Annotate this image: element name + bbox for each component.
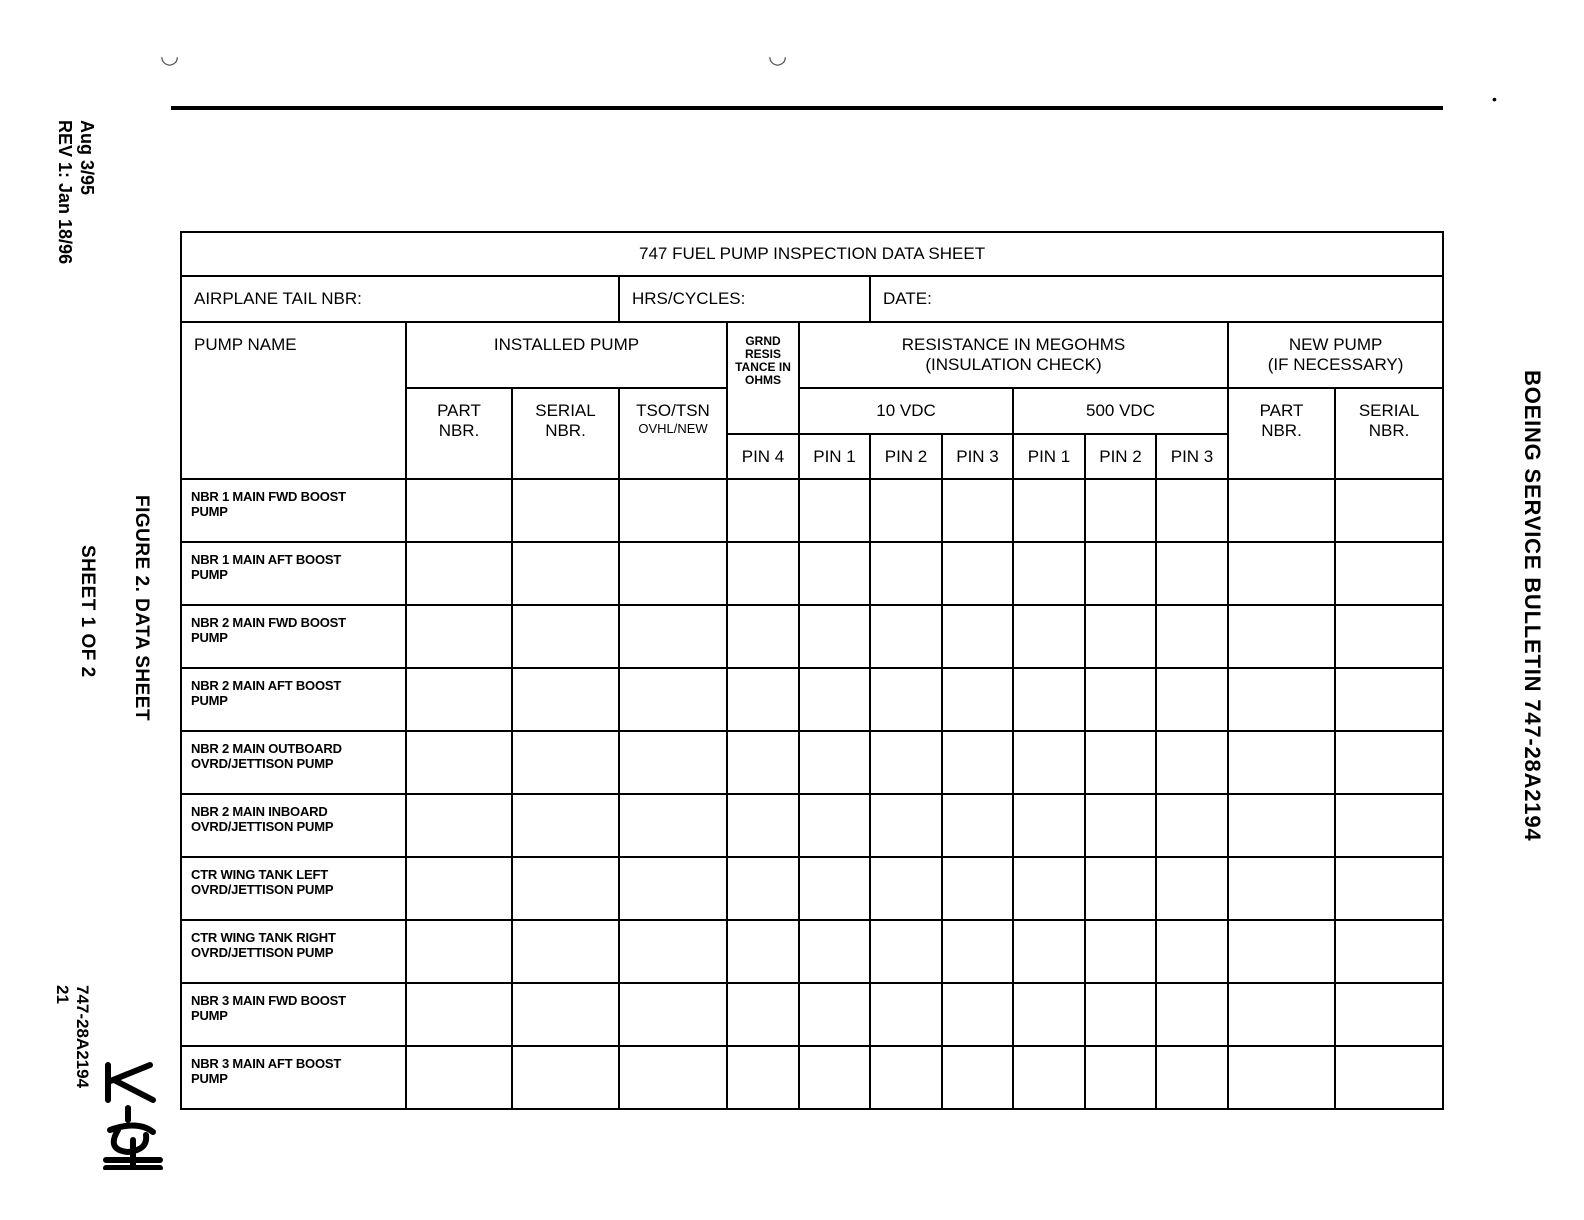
entry-cell[interactable] xyxy=(1228,920,1335,983)
hrs-cycles-field[interactable]: HRS/CYCLES: xyxy=(619,276,870,322)
pump-name-line-2: OVRD/JETTISON PUMP xyxy=(191,756,334,771)
handwritten-initials xyxy=(98,1060,168,1170)
pump-name-cell xyxy=(181,920,406,983)
sheet-label: SHEET 1 OF 2 xyxy=(77,545,98,678)
part-label: PART xyxy=(1259,401,1304,420)
entry-cell[interactable] xyxy=(1228,857,1335,920)
entry-cell[interactable] xyxy=(512,983,619,1046)
entry-cell[interactable] xyxy=(512,1046,619,1109)
entry-cell[interactable] xyxy=(799,983,870,1046)
table-row xyxy=(181,731,1443,794)
entry-cell[interactable] xyxy=(799,542,870,605)
entry-cell[interactable] xyxy=(1335,794,1443,857)
entry-cell[interactable] xyxy=(1085,479,1156,542)
ovhl-new-label: OVHL/NEW xyxy=(638,421,708,436)
entry-cell[interactable] xyxy=(1335,920,1443,983)
entry-cell[interactable] xyxy=(1013,983,1085,1046)
entry-cell[interactable] xyxy=(512,542,619,605)
entry-cell[interactable] xyxy=(870,542,942,605)
entry-cell[interactable] xyxy=(1156,983,1228,1046)
pump-name-line-2: OVRD/JETTISON PUMP xyxy=(191,819,334,834)
entry-cell[interactable] xyxy=(727,920,799,983)
entry-cell[interactable] xyxy=(942,668,1013,731)
entry-cell[interactable] xyxy=(1228,1046,1335,1109)
entry-cell[interactable] xyxy=(1228,794,1335,857)
table-row xyxy=(181,668,1443,731)
pump-name-line-1: NBR 2 MAIN INBOARD xyxy=(191,804,328,819)
nbr-label: NBR. xyxy=(545,421,586,440)
date-field[interactable]: DATE: xyxy=(870,276,1443,322)
entry-cell[interactable] xyxy=(406,542,512,605)
pump-name-line-2: PUMP xyxy=(191,693,228,708)
entry-cell[interactable] xyxy=(870,857,942,920)
resistance-line-1: RESISTANCE IN MEGOHMS xyxy=(901,335,1126,354)
entry-cell[interactable] xyxy=(1156,479,1228,542)
nbr-label: NBR. xyxy=(1368,421,1410,440)
entry-cell[interactable] xyxy=(1085,731,1156,794)
pump-name-cell xyxy=(181,1046,406,1109)
pump-name-line-2: OVRD/JETTISON PUMP xyxy=(191,945,334,960)
entry-cell[interactable] xyxy=(870,605,942,668)
pump-name-line-2: PUMP xyxy=(191,1071,228,1086)
pump-name-line-1: NBR 2 MAIN AFT BOOST xyxy=(191,678,342,693)
pin1-500vdc-header: PIN 1 xyxy=(1013,434,1085,479)
entry-cell[interactable] xyxy=(942,605,1013,668)
tso-tsn-header xyxy=(619,388,727,479)
entry-cell[interactable] xyxy=(727,857,799,920)
entry-cell[interactable] xyxy=(406,668,512,731)
entry-cell[interactable] xyxy=(512,731,619,794)
table-row xyxy=(181,857,1443,920)
entry-cell[interactable] xyxy=(942,1046,1013,1109)
vdc10-header: 10 VDC xyxy=(799,388,1013,434)
entry-cell[interactable] xyxy=(1013,605,1085,668)
pump-rows xyxy=(181,479,1443,1109)
entry-cell[interactable] xyxy=(799,731,870,794)
entry-cell[interactable] xyxy=(619,857,727,920)
entry-cell[interactable] xyxy=(406,605,512,668)
entry-cell[interactable] xyxy=(1085,857,1156,920)
entry-cell[interactable] xyxy=(512,479,619,542)
entry-cell[interactable] xyxy=(1013,857,1085,920)
entry-cell[interactable] xyxy=(727,479,799,542)
pump-name-cell xyxy=(181,542,406,605)
pump-name-line-1: NBR 2 MAIN OUTBOARD xyxy=(191,741,342,756)
entry-cell[interactable] xyxy=(1013,1046,1085,1109)
bulletin-title: BOEING SERVICE BULLETIN 747-28A2194 xyxy=(1520,370,1545,842)
entry-cell[interactable] xyxy=(870,479,942,542)
pin2-500vdc-header: PIN 2 xyxy=(1085,434,1156,479)
entry-cell[interactable] xyxy=(619,983,727,1046)
table-row xyxy=(181,479,1443,542)
pump-name-cell xyxy=(181,857,406,920)
pin3-500vdc-header: PIN 3 xyxy=(1156,434,1228,479)
new-pump-line-2: (IF NECESSARY) xyxy=(1267,355,1404,374)
pump-name-cell xyxy=(181,731,406,794)
pump-name-line-1: NBR 1 MAIN FWD BOOST xyxy=(191,489,346,504)
pump-name-line-1: NBR 2 MAIN FWD BOOST xyxy=(191,615,346,630)
ground-resistance-header: GRND RESIS TANCE IN OHMS xyxy=(727,322,799,434)
entry-cell[interactable] xyxy=(1013,542,1085,605)
entry-cell[interactable] xyxy=(619,920,727,983)
entry-cell[interactable] xyxy=(1335,479,1443,542)
doc-number-main: 747-28A2194 xyxy=(73,985,92,1089)
entry-cell[interactable] xyxy=(512,920,619,983)
entry-cell[interactable] xyxy=(1335,731,1443,794)
entry-cell[interactable] xyxy=(1156,668,1228,731)
entry-cell[interactable] xyxy=(1335,668,1443,731)
pump-name-cell xyxy=(181,479,406,542)
pump-name-line-2: PUMP xyxy=(191,567,228,582)
entry-cell[interactable] xyxy=(406,794,512,857)
entry-cell[interactable] xyxy=(619,479,727,542)
sheet-title: 747 FUEL PUMP INSPECTION DATA SHEET xyxy=(181,232,1443,276)
entry-cell[interactable] xyxy=(1156,857,1228,920)
entry-cell[interactable] xyxy=(727,1046,799,1109)
entry-cell[interactable] xyxy=(727,983,799,1046)
pump-name-line-2: PUMP xyxy=(191,504,228,519)
entry-cell[interactable] xyxy=(1335,542,1443,605)
resistance-line-2: (INSULATION CHECK) xyxy=(925,355,1102,374)
revision-dates xyxy=(54,120,98,264)
entry-cell[interactable] xyxy=(512,668,619,731)
pin2-10vdc-header: PIN 2 xyxy=(870,434,942,479)
nbr-label: NBR. xyxy=(1261,421,1302,440)
pump-name-cell xyxy=(181,983,406,1046)
entry-cell[interactable] xyxy=(1156,731,1228,794)
scan-speck: ◡ xyxy=(160,43,180,68)
pin3-10vdc-header: PIN 3 xyxy=(942,434,1013,479)
table-row xyxy=(181,983,1443,1046)
entry-cell[interactable] xyxy=(1013,794,1085,857)
entry-cell[interactable] xyxy=(870,920,942,983)
entry-cell[interactable] xyxy=(1085,1046,1156,1109)
entry-cell[interactable] xyxy=(1156,605,1228,668)
entry-cell[interactable] xyxy=(727,794,799,857)
new-pump-line-1: NEW PUMP xyxy=(1288,335,1383,354)
entry-cell[interactable] xyxy=(942,857,1013,920)
entry-cell[interactable] xyxy=(942,731,1013,794)
resistance-header xyxy=(799,322,1228,388)
table-row xyxy=(181,542,1443,605)
entry-cell[interactable] xyxy=(1156,542,1228,605)
entry-cell[interactable] xyxy=(799,1046,870,1109)
date-line-2: REV 1: Jan 18/96 xyxy=(55,120,75,265)
entry-cell[interactable] xyxy=(799,857,870,920)
pump-name-line-2: PUMP xyxy=(191,630,228,645)
pump-name-line-1: NBR 1 MAIN AFT BOOST xyxy=(191,552,342,567)
serial-label: SERIAL xyxy=(535,401,596,420)
new-part-nbr-header xyxy=(1228,388,1335,479)
pump-name-line-2: OVRD/JETTISON PUMP xyxy=(191,882,334,897)
entry-cell[interactable] xyxy=(870,983,942,1046)
pin4-header: PIN 4 xyxy=(727,434,799,479)
entry-cell[interactable] xyxy=(870,794,942,857)
entry-cell[interactable] xyxy=(1085,605,1156,668)
installed-pump-header: INSTALLED PUMP xyxy=(406,322,727,388)
new-pump-header xyxy=(1228,322,1443,388)
entry-cell[interactable] xyxy=(1085,668,1156,731)
installed-part-nbr-header xyxy=(406,388,512,479)
entry-cell[interactable] xyxy=(1228,479,1335,542)
entry-cell[interactable] xyxy=(1228,668,1335,731)
pump-name-cell xyxy=(181,668,406,731)
part-label: PART xyxy=(437,401,481,420)
entry-cell[interactable] xyxy=(1335,857,1443,920)
entry-cell[interactable] xyxy=(406,857,512,920)
entry-cell[interactable] xyxy=(727,605,799,668)
entry-cell[interactable] xyxy=(406,1046,512,1109)
pump-name-cell xyxy=(181,794,406,857)
entry-cell[interactable] xyxy=(1013,920,1085,983)
entry-cell[interactable] xyxy=(1013,668,1085,731)
entry-cell[interactable] xyxy=(727,668,799,731)
vdc500-header: 500 VDC xyxy=(1013,388,1228,434)
entry-cell[interactable] xyxy=(1156,794,1228,857)
entry-cell[interactable] xyxy=(619,731,727,794)
entry-cell[interactable] xyxy=(512,605,619,668)
doc-number xyxy=(52,985,92,1088)
pump-name-line-2: PUMP xyxy=(191,1008,228,1023)
pin1-10vdc-header: PIN 1 xyxy=(799,434,870,479)
entry-cell[interactable] xyxy=(619,542,727,605)
doc-number-sub: 21 xyxy=(53,985,72,1004)
scan-speck: • xyxy=(1492,91,1497,107)
entry-cell[interactable] xyxy=(1013,731,1085,794)
entry-cell[interactable] xyxy=(1228,542,1335,605)
table-row xyxy=(181,605,1443,668)
entry-cell[interactable] xyxy=(942,920,1013,983)
entry-cell[interactable] xyxy=(727,731,799,794)
entry-cell[interactable] xyxy=(727,542,799,605)
entry-cell[interactable] xyxy=(870,1046,942,1109)
installed-serial-nbr-header xyxy=(512,388,619,479)
entry-cell[interactable] xyxy=(406,479,512,542)
entry-cell[interactable] xyxy=(870,668,942,731)
entry-cell[interactable] xyxy=(406,920,512,983)
table-row xyxy=(181,920,1443,983)
entry-cell[interactable] xyxy=(1335,983,1443,1046)
inspection-data-table xyxy=(180,231,1444,1110)
entry-cell[interactable] xyxy=(1335,605,1443,668)
entry-cell[interactable] xyxy=(619,605,727,668)
entry-cell[interactable] xyxy=(1228,605,1335,668)
table-row xyxy=(181,1046,1443,1109)
entry-cell[interactable] xyxy=(1156,920,1228,983)
entry-cell[interactable] xyxy=(942,983,1013,1046)
tso-tsn-label: TSO/TSN xyxy=(636,401,710,420)
entry-cell[interactable] xyxy=(942,479,1013,542)
pump-name-line-1: CTR WING TANK RIGHT xyxy=(191,930,336,945)
header-rule xyxy=(171,106,1443,110)
date-line-1: Aug 3/95 xyxy=(77,120,97,196)
entry-cell[interactable] xyxy=(799,668,870,731)
pump-name-cell xyxy=(181,605,406,668)
entry-cell[interactable] xyxy=(942,542,1013,605)
entry-cell[interactable] xyxy=(619,794,727,857)
entry-cell[interactable] xyxy=(1085,920,1156,983)
entry-cell[interactable] xyxy=(406,731,512,794)
pump-name-line-1: NBR 3 MAIN AFT BOOST xyxy=(191,1056,342,1071)
serial-label: SERIAL xyxy=(1358,401,1420,420)
entry-cell[interactable] xyxy=(799,479,870,542)
entry-cell[interactable] xyxy=(1085,794,1156,857)
entry-cell[interactable] xyxy=(1335,1046,1443,1109)
figure-caption: FIGURE 2. DATA SHEET xyxy=(131,495,152,722)
entry-cell[interactable] xyxy=(1228,983,1335,1046)
pump-name-line-1: CTR WING TANK LEFT xyxy=(191,867,328,882)
scan-speck: ◡ xyxy=(768,43,788,68)
entry-cell[interactable] xyxy=(512,857,619,920)
entry-cell[interactable] xyxy=(870,731,942,794)
pump-name-line-1: NBR 3 MAIN FWD BOOST xyxy=(191,993,346,1008)
entry-cell[interactable] xyxy=(406,983,512,1046)
entry-cell[interactable] xyxy=(799,605,870,668)
table-row xyxy=(181,794,1443,857)
entry-cell[interactable] xyxy=(1085,542,1156,605)
pump-name-header: PUMP NAME xyxy=(181,322,406,479)
new-serial-nbr-header xyxy=(1335,388,1443,479)
entry-cell[interactable] xyxy=(1085,983,1156,1046)
entry-cell[interactable] xyxy=(512,794,619,857)
entry-cell[interactable] xyxy=(799,920,870,983)
entry-cell[interactable] xyxy=(1013,479,1085,542)
entry-cell[interactable] xyxy=(619,668,727,731)
airplane-tail-field[interactable]: AIRPLANE TAIL NBR: xyxy=(181,276,619,322)
entry-cell[interactable] xyxy=(942,794,1013,857)
entry-cell[interactable] xyxy=(1156,1046,1228,1109)
entry-cell[interactable] xyxy=(619,1046,727,1109)
nbr-label: NBR. xyxy=(438,421,480,440)
entry-cell[interactable] xyxy=(799,794,870,857)
entry-cell[interactable] xyxy=(1228,731,1335,794)
